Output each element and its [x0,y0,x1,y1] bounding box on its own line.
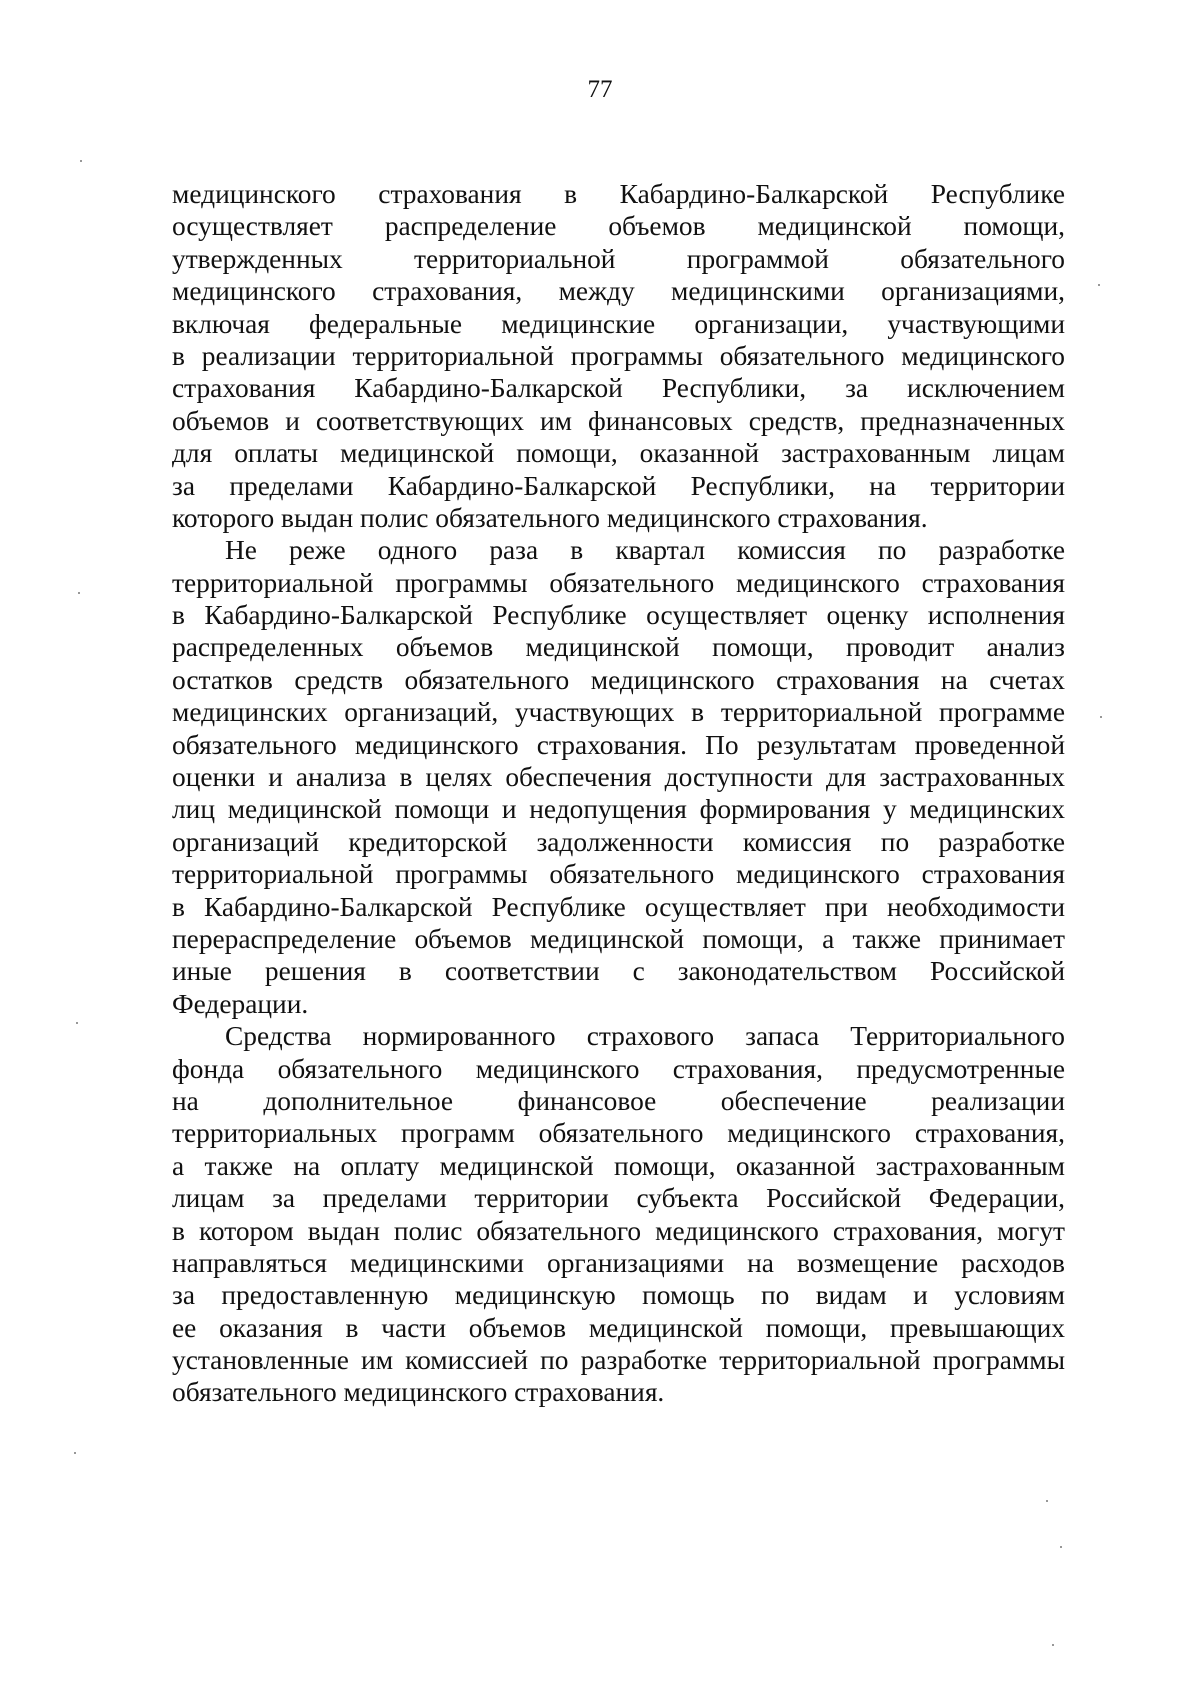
text-line: организаций кредиторской задолженности комиссия по разработке [172,826,1065,857]
text-line: лицам за пределами территории субъекта Российской Федерации, [172,1183,1065,1214]
text-line: за предоставленную медицинскую помощь по видам и условиям [172,1280,1065,1311]
text-line: распределенных объемов медицинской помощи, проводит анализ [172,632,1065,663]
text-line: установленные им комиссией по разработке территориальной программы [172,1345,1065,1376]
scan-speck [78,592,80,594]
scan-speck [76,1022,78,1024]
text-line: на дополнительное финансовое обеспечение реализации [172,1085,1065,1116]
page-number: 77 [587,76,613,103]
scan-speck [1098,284,1100,286]
scan-speck [74,1452,76,1454]
text-line: Средства нормированного страхового запаса Территориального [225,1021,1065,1052]
text-line: территориальной программы обязательного медицинского страхования [172,859,1065,890]
text-line: Федерации. [172,988,309,1019]
paragraph-1 [172,178,1065,534]
paragraph-3 [172,1020,1065,1409]
text-line: обязательного медицинского страхования. По результатам проведенной [172,729,1065,760]
scan-speck [1060,1546,1062,1548]
text-line: оценки и анализа в целях обеспечения доступности для застрахованных [172,762,1065,793]
text-line: фонда обязательного медицинского страхования, предусмотренные [172,1053,1065,1084]
scan-speck [1100,716,1102,718]
text-line: территориальной программы обязательного медицинского страхования [172,567,1065,598]
text-line: утвержденных территориальной программой обязательного [172,243,1065,274]
text-line: для оплаты медицинской помощи, оказанной застрахованным лицам [172,438,1065,469]
text-line: за пределами Кабардино-Балкарской Республики, на территории [172,470,1065,501]
text-line: в Кабардино-Балкарской Республике осуществляет оценку исполнения [172,600,1065,631]
text-line: медицинского страхования, между медицинскими организациями, [172,276,1065,307]
scan-speck [1052,1644,1054,1646]
text-line: осуществляет распределение объемов медицинской помощи, [172,211,1065,242]
text-line: объемов и соответствующих им финансовых средств, предназначенных [172,405,1065,436]
text-line: направляться медицинскими организациями на возмещение расходов [172,1247,1065,1278]
text-line: лиц медицинской помощи и недопущения формирования у медицинских [172,794,1065,825]
scan-speck [1046,1500,1048,1502]
text-line: страхования Кабардино-Балкарской Республики, за исключением [172,373,1065,404]
text-line: медицинского страхования в Кабардино-Балкарской Республике [172,179,1065,209]
text-line: в реализации территориальной программы обязательного медицинского [172,340,1065,371]
text-line: территориальных программ обязательного медицинского страхования, [172,1118,1065,1149]
scan-speck [80,160,82,162]
paragraph-2 [172,534,1065,1020]
text-line: а также на оплату медицинской помощи, оказанной застрахованным [172,1150,1065,1181]
text-line: включая федеральные медицинские организации, участвующими [172,308,1065,339]
text-line: в Кабардино-Балкарской Республике осуществляет при необходимости [172,891,1065,922]
text-line: обязательного медицинского страхования. [172,1377,665,1408]
text-line: перераспределение объемов медицинской помощи, а также принимает [172,923,1065,954]
text-line: которого выдан полис обязательного медицинского страхования. [172,502,928,533]
text-line: в котором выдан полис обязательного медицинского страхования, могут [172,1215,1065,1246]
text-line: остатков средств обязательного медицинского страхования на счетах [172,664,1065,695]
text-line: ее оказания в части объемов медицинской помощи, превышающих [172,1312,1065,1343]
document-body [172,178,1065,1409]
text-line: медицинских организаций, участвующих в территориальной программе [172,697,1065,728]
text-line: иные решения в соответствии с законодательством Российской [172,956,1065,987]
text-line: Не реже одного раза в квартал комиссия по разработке [225,535,1065,566]
